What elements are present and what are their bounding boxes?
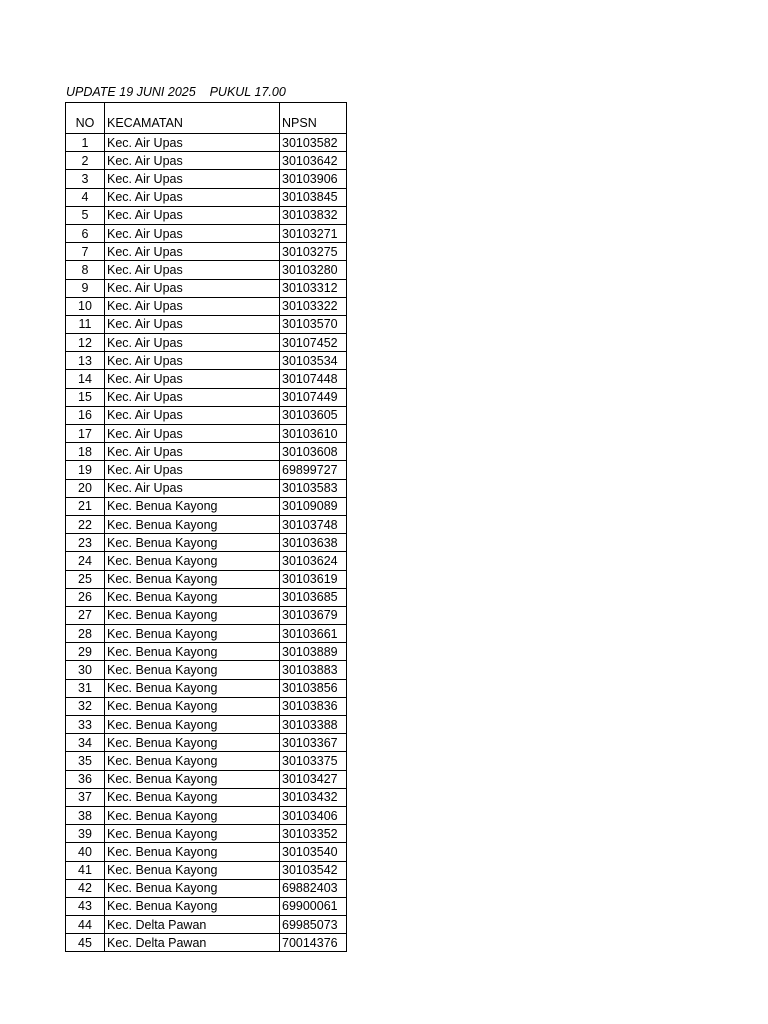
row-number: 39 [66, 825, 105, 843]
row-number: 24 [66, 552, 105, 570]
table-row [66, 352, 347, 370]
npsn-value: 69900061 [280, 897, 347, 915]
kecamatan-name: Kec. Benua Kayong [105, 843, 280, 861]
npsn-value: 30103540 [280, 843, 347, 861]
npsn-value: 30103883 [280, 661, 347, 679]
kecamatan-name: Kec. Air Upas [105, 170, 280, 188]
table-row [66, 861, 347, 879]
npsn-value: 30103638 [280, 534, 347, 552]
kecamatan-name: Kec. Air Upas [105, 334, 280, 352]
kecamatan-name: Kec. Air Upas [105, 243, 280, 261]
npsn-value: 30103608 [280, 443, 347, 461]
row-number: 31 [66, 679, 105, 697]
kecamatan-name: Kec. Air Upas [105, 388, 280, 406]
kecamatan-name: Kec. Air Upas [105, 352, 280, 370]
kecamatan-name: Kec. Air Upas [105, 297, 280, 315]
row-number: 45 [66, 934, 105, 952]
npsn-value: 30107448 [280, 370, 347, 388]
npsn-value: 69899727 [280, 461, 347, 479]
npsn-value: 30103845 [280, 188, 347, 206]
table-row [66, 370, 347, 388]
row-number: 37 [66, 788, 105, 806]
kecamatan-name: Kec. Benua Kayong [105, 879, 280, 897]
npsn-value: 30103388 [280, 716, 347, 734]
row-number: 29 [66, 643, 105, 661]
row-number: 40 [66, 843, 105, 861]
kecamatan-name: Kec. Air Upas [105, 461, 280, 479]
npsn-value: 30103542 [280, 861, 347, 879]
table-row [66, 388, 347, 406]
table-row [66, 697, 347, 715]
table-row [66, 515, 347, 533]
kecamatan-name: Kec. Benua Kayong [105, 734, 280, 752]
npsn-value: 30103679 [280, 606, 347, 624]
row-number: 30 [66, 661, 105, 679]
table-row [66, 879, 347, 897]
kecamatan-name: Kec. Air Upas [105, 261, 280, 279]
table-row [66, 479, 347, 497]
table-row [66, 134, 347, 152]
row-number: 5 [66, 206, 105, 224]
row-number: 16 [66, 406, 105, 424]
npsn-value: 30103836 [280, 697, 347, 715]
npsn-value: 30103642 [280, 152, 347, 170]
kecamatan-name: Kec. Benua Kayong [105, 661, 280, 679]
table-row [66, 588, 347, 606]
kecamatan-name: Kec. Benua Kayong [105, 679, 280, 697]
table-row [66, 297, 347, 315]
table-header-row [66, 103, 347, 134]
npsn-value: 30103322 [280, 297, 347, 315]
npsn-value: 30103583 [280, 479, 347, 497]
table-body [66, 103, 347, 952]
npsn-value: 30103832 [280, 206, 347, 224]
npsn-value: 30103685 [280, 588, 347, 606]
table-row [66, 170, 347, 188]
kecamatan-name: Kec. Benua Kayong [105, 515, 280, 533]
kecamatan-name: Kec. Benua Kayong [105, 752, 280, 770]
kecamatan-name: Kec. Benua Kayong [105, 497, 280, 515]
column-header-kecamatan: KECAMATAN [105, 103, 280, 134]
kecamatan-name: Kec. Benua Kayong [105, 770, 280, 788]
row-number: 42 [66, 879, 105, 897]
npsn-value: 30103605 [280, 406, 347, 424]
row-number: 19 [66, 461, 105, 479]
kecamatan-name: Kec. Benua Kayong [105, 716, 280, 734]
update-timestamp: UPDATE 19 JUNI 2025 PUKUL 17.00 [66, 85, 286, 99]
kecamatan-name: Kec. Benua Kayong [105, 588, 280, 606]
table-row [66, 206, 347, 224]
npsn-value: 30103432 [280, 788, 347, 806]
table-row [66, 570, 347, 588]
npsn-value: 30103570 [280, 315, 347, 333]
row-number: 25 [66, 570, 105, 588]
kecamatan-name: Kec. Air Upas [105, 425, 280, 443]
row-number: 3 [66, 170, 105, 188]
row-number: 4 [66, 188, 105, 206]
kecamatan-name: Kec. Benua Kayong [105, 897, 280, 915]
row-number: 9 [66, 279, 105, 297]
table-row [66, 552, 347, 570]
row-number: 2 [66, 152, 105, 170]
table-row [66, 443, 347, 461]
row-number: 18 [66, 443, 105, 461]
column-header-npsn: NPSN [280, 103, 347, 134]
kecamatan-name: Kec. Benua Kayong [105, 806, 280, 824]
table-row [66, 716, 347, 734]
row-number: 43 [66, 897, 105, 915]
table-row [66, 934, 347, 952]
kecamatan-name: Kec. Benua Kayong [105, 643, 280, 661]
row-number: 6 [66, 224, 105, 242]
npsn-value: 30103582 [280, 134, 347, 152]
row-number: 23 [66, 534, 105, 552]
kecamatan-name: Kec. Air Upas [105, 443, 280, 461]
kecamatan-name: Kec. Benua Kayong [105, 697, 280, 715]
table-row [66, 806, 347, 824]
row-number: 33 [66, 716, 105, 734]
table-row [66, 334, 347, 352]
table-row [66, 406, 347, 424]
row-number: 38 [66, 806, 105, 824]
row-number: 34 [66, 734, 105, 752]
row-number: 35 [66, 752, 105, 770]
npsn-value: 30103534 [280, 352, 347, 370]
table-row [66, 916, 347, 934]
row-number: 27 [66, 606, 105, 624]
row-number: 13 [66, 352, 105, 370]
npsn-value: 30103367 [280, 734, 347, 752]
kecamatan-name: Kec. Benua Kayong [105, 552, 280, 570]
kecamatan-name: Kec. Benua Kayong [105, 534, 280, 552]
npsn-value: 30103352 [280, 825, 347, 843]
table-row [66, 643, 347, 661]
row-number: 12 [66, 334, 105, 352]
row-number: 7 [66, 243, 105, 261]
npsn-value: 30107452 [280, 334, 347, 352]
table-row [66, 897, 347, 915]
table-row [66, 188, 347, 206]
row-number: 41 [66, 861, 105, 879]
table-row [66, 315, 347, 333]
row-number: 20 [66, 479, 105, 497]
row-number: 28 [66, 625, 105, 643]
row-number: 15 [66, 388, 105, 406]
npsn-value: 30103610 [280, 425, 347, 443]
table-row [66, 497, 347, 515]
kecamatan-name: Kec. Air Upas [105, 206, 280, 224]
kecamatan-name: Kec. Benua Kayong [105, 861, 280, 879]
table-row [66, 625, 347, 643]
table-row [66, 606, 347, 624]
table-row [66, 279, 347, 297]
row-number: 14 [66, 370, 105, 388]
kecamatan-name: Kec. Air Upas [105, 152, 280, 170]
table-row [66, 224, 347, 242]
kecamatan-name: Kec. Air Upas [105, 224, 280, 242]
row-number: 10 [66, 297, 105, 315]
row-number: 21 [66, 497, 105, 515]
kecamatan-name: Kec. Benua Kayong [105, 625, 280, 643]
kecamatan-name: Kec. Air Upas [105, 315, 280, 333]
row-number: 26 [66, 588, 105, 606]
table-row [66, 825, 347, 843]
row-number: 36 [66, 770, 105, 788]
kecamatan-name: Kec. Air Upas [105, 406, 280, 424]
npsn-value: 30103280 [280, 261, 347, 279]
table-row [66, 679, 347, 697]
npsn-value: 30103312 [280, 279, 347, 297]
kecamatan-name: Kec. Benua Kayong [105, 570, 280, 588]
table-row [66, 152, 347, 170]
row-number: 32 [66, 697, 105, 715]
npsn-value: 30103619 [280, 570, 347, 588]
npsn-value: 30103275 [280, 243, 347, 261]
npsn-value: 30103906 [280, 170, 347, 188]
kecamatan-name: Kec. Air Upas [105, 479, 280, 497]
npsn-value: 30103375 [280, 752, 347, 770]
kecamatan-name: Kec. Benua Kayong [105, 788, 280, 806]
table-row [66, 661, 347, 679]
row-number: 1 [66, 134, 105, 152]
row-number: 44 [66, 916, 105, 934]
row-number: 11 [66, 315, 105, 333]
table-row [66, 425, 347, 443]
school-npsn-table [65, 102, 347, 952]
npsn-value: 30103748 [280, 515, 347, 533]
kecamatan-name: Kec. Benua Kayong [105, 606, 280, 624]
table-row [66, 788, 347, 806]
npsn-value: 30107449 [280, 388, 347, 406]
kecamatan-name: Kec. Air Upas [105, 188, 280, 206]
row-number: 17 [66, 425, 105, 443]
npsn-value: 30103624 [280, 552, 347, 570]
npsn-value: 30103427 [280, 770, 347, 788]
kecamatan-name: Kec. Delta Pawan [105, 916, 280, 934]
npsn-value: 69882403 [280, 879, 347, 897]
table-row [66, 843, 347, 861]
npsn-value: 30103889 [280, 643, 347, 661]
kecamatan-name: Kec. Air Upas [105, 134, 280, 152]
table-row [66, 461, 347, 479]
kecamatan-name: Kec. Air Upas [105, 279, 280, 297]
npsn-value: 30103271 [280, 224, 347, 242]
table-row [66, 752, 347, 770]
npsn-value: 30103661 [280, 625, 347, 643]
table-row [66, 261, 347, 279]
table-row [66, 770, 347, 788]
table-row [66, 534, 347, 552]
npsn-value: 30109089 [280, 497, 347, 515]
row-number: 8 [66, 261, 105, 279]
table-row [66, 734, 347, 752]
row-number: 22 [66, 515, 105, 533]
table-row [66, 243, 347, 261]
npsn-value: 70014376 [280, 934, 347, 952]
kecamatan-name: Kec. Air Upas [105, 370, 280, 388]
npsn-value: 30103856 [280, 679, 347, 697]
column-header-no: NO [66, 103, 105, 134]
kecamatan-name: Kec. Delta Pawan [105, 934, 280, 952]
kecamatan-name: Kec. Benua Kayong [105, 825, 280, 843]
npsn-value: 30103406 [280, 806, 347, 824]
npsn-value: 69985073 [280, 916, 347, 934]
